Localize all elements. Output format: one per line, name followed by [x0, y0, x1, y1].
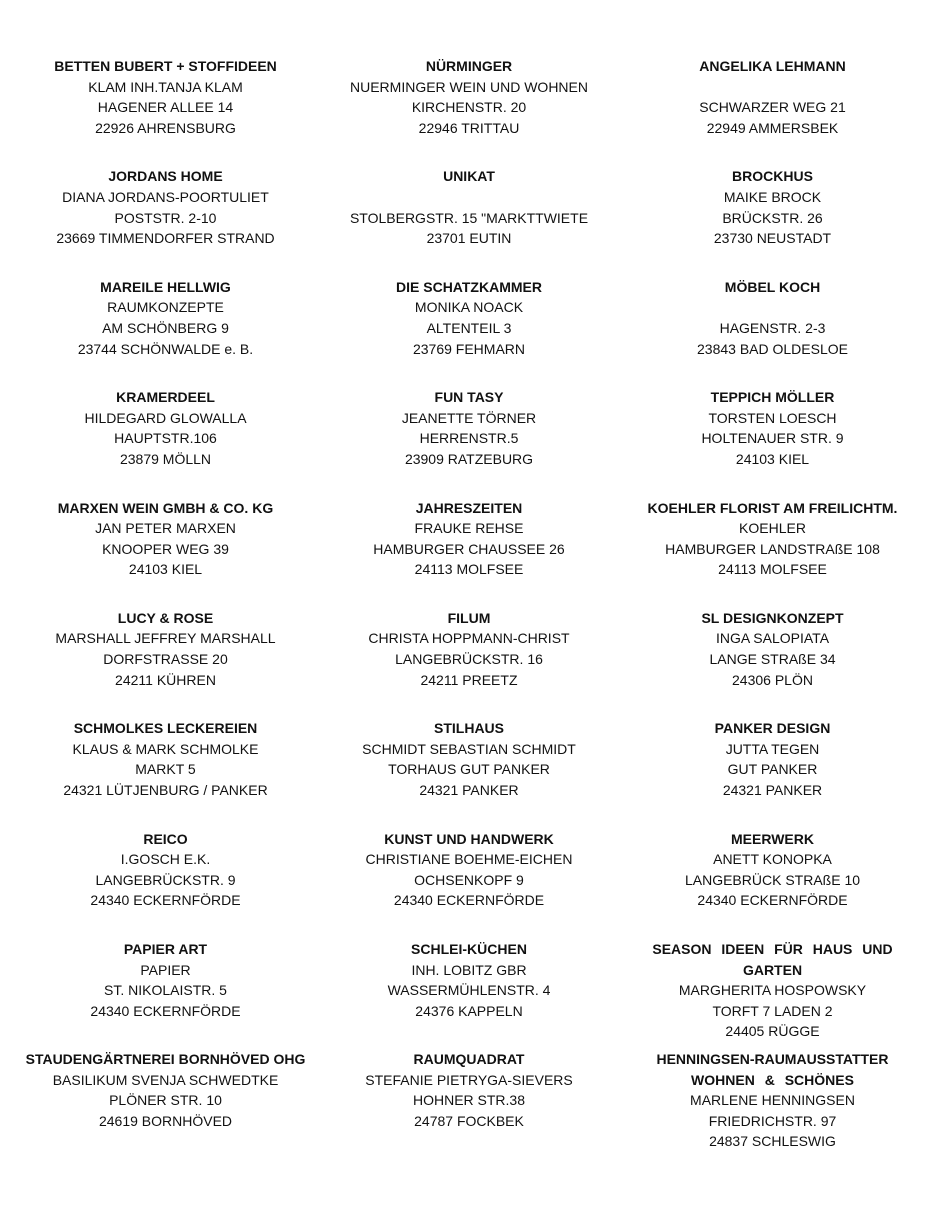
business-name: KOEHLER FLORIST AM FREILICHTM.	[647, 499, 898, 516]
street-line: HAUPTSTR.106	[114, 430, 217, 447]
city-line: 24113 MOLFSEE	[718, 561, 827, 578]
street-line: POSTSTR. 2-10	[114, 209, 217, 226]
street-line: HAMBURGER CHAUSSEE 26	[373, 540, 565, 557]
city-line: 24321 LÜTJENBURG / PANKER	[63, 782, 268, 799]
address-entry	[13, 277, 318, 359]
address-entry	[318, 56, 620, 138]
contact-line: KOEHLER	[739, 520, 806, 537]
business-name: PANKER DESIGN	[714, 720, 831, 737]
street-line: STOLBERGSTR. 15 "MARKTTWIETE	[349, 209, 589, 226]
city-line: 24113 MOLFSEE	[414, 561, 524, 578]
business-name: MEERWERK	[731, 830, 814, 847]
city-line: 24103 KIEL	[735, 450, 810, 467]
contact-line: PAPIER	[140, 961, 191, 978]
business-name: BROCKHUS	[732, 168, 813, 185]
directory-row	[0, 277, 938, 359]
address-entry	[318, 1049, 620, 1152]
street-line: HAGENER ALLEE 14	[97, 99, 234, 116]
street-line: MARKT 5	[135, 761, 196, 778]
city-line: 22949 AMMERSBEK	[706, 119, 839, 136]
street-line: LANGE STRAßE 34	[709, 651, 836, 668]
address-entry	[620, 56, 925, 138]
business-name: JAHRESZEITEN	[415, 499, 523, 516]
city-line: 24619 BORNHÖVED	[98, 1112, 233, 1129]
contact-line: SCHMIDT SEBASTIAN SCHMIDT	[362, 740, 576, 757]
city-line: 23730 NEUSTADT	[713, 230, 832, 247]
address-entry	[13, 718, 318, 800]
directory-row	[0, 166, 938, 248]
contact-line: MARGHERITA HOSPOWSKY	[678, 982, 867, 999]
city-line: 24340 ECKERNFÖRDE	[90, 892, 241, 909]
city-line: 23909 RATZEBURG	[404, 450, 534, 467]
street-line: HERRENSTR.5	[419, 430, 519, 447]
contact-line: BASILIKUM SVENJA SCHWEDTKE	[52, 1071, 279, 1088]
business-name: JORDANS HOME	[108, 168, 223, 185]
business-name: BETTEN BUBERT + STOFFIDEEN	[54, 58, 277, 74]
contact-line: CHRISTIANE BOEHME-EICHEN	[365, 851, 573, 868]
street-line: HAGENSTR. 2-3	[719, 319, 826, 336]
street-line: TORHAUS GUT PANKER	[388, 761, 550, 778]
street-line: KIRCHENSTR. 20	[411, 99, 527, 116]
city-line: 23843 BAD OLDESLOE	[697, 340, 848, 357]
address-entry	[620, 166, 925, 248]
business-name: LUCY & ROSE	[117, 609, 214, 626]
street-line: GUT PANKER	[727, 761, 818, 778]
directory-row	[0, 498, 938, 580]
city-line: 24211 KÜHREN	[115, 671, 216, 688]
contact-line: MARLENE HENNINGSEN	[690, 1092, 855, 1109]
city-line: 23744 SCHÖNWALDE e. B.	[77, 340, 254, 357]
contact-line: I.GOSCH E.K.	[120, 851, 211, 868]
business-name: ANGELIKA LEHMANN	[699, 58, 846, 74]
business-name: MAREILE HELLWIG	[100, 278, 231, 295]
directory-row	[0, 829, 938, 911]
contact-line: HILDEGARD GLOWALLA	[84, 409, 247, 426]
city-line: 23701 EUTIN	[426, 230, 512, 247]
business-name: REICO	[143, 830, 188, 847]
business-name: HENNINGSEN-RAUMAUSSTATTER WOHNEN & SCHÖNES	[656, 1050, 889, 1088]
contact-line: TORSTEN LOESCH	[708, 409, 837, 426]
contact-line: CHRISTA HOPPMANN-CHRIST	[368, 630, 570, 647]
street-line: KNOOPER WEG 39	[102, 540, 229, 557]
street-line: ST. NIKOLAISTR. 5	[104, 982, 227, 999]
address-entry	[620, 608, 925, 690]
city-line: 24376 KAPPELN	[415, 1002, 523, 1019]
contact-line: JUTTA TEGEN	[725, 740, 820, 757]
city-line: 24340 ECKERNFÖRDE	[90, 1002, 241, 1019]
directory-row	[0, 387, 938, 469]
city-line: 24787 FOCKBEK	[414, 1112, 524, 1129]
business-name: TEPPICH MÖLLER	[710, 389, 835, 406]
address-entry	[318, 498, 620, 580]
address-entry	[13, 1049, 318, 1152]
contact-line	[620, 77, 925, 98]
business-name: SL DESIGNKONZEPT	[701, 609, 844, 626]
address-entry	[13, 829, 318, 911]
address-entry	[13, 498, 318, 580]
business-name: STAUDENGÄRTNEREI BORNHÖVED OHG	[25, 1050, 306, 1067]
business-name: MÖBEL KOCH	[724, 278, 821, 295]
address-entry	[620, 498, 925, 580]
address-entry	[620, 277, 925, 359]
address-entry	[620, 939, 925, 1042]
city-line: 24103 KIEL	[128, 561, 203, 578]
address-entry	[318, 277, 620, 359]
directory-row	[0, 718, 938, 800]
city-line: 24211 PREETZ	[420, 671, 518, 688]
contact-line: MARSHALL JEFFREY MARSHALL	[55, 630, 276, 647]
city-line: 24837 SCHLESWIG	[709, 1133, 836, 1150]
contact-line: FRAUKE REHSE	[414, 520, 524, 537]
business-name: SCHMOLKES LECKEREIEN	[73, 720, 258, 737]
contact-line: DIANA JORDANS-POORTULIET	[62, 188, 269, 205]
address-entry	[318, 608, 620, 690]
business-name: DIE SCHATZKAMMER	[396, 278, 542, 295]
address-entry	[318, 387, 620, 469]
contact-line: JEANETTE TÖRNER	[401, 409, 537, 426]
business-name: NÜRMINGER	[425, 58, 513, 74]
street-line: HOLTENAUER STR. 9	[701, 430, 844, 447]
city-line: 24340 ECKERNFÖRDE	[697, 892, 848, 909]
address-entry	[13, 939, 318, 1042]
street-line: OCHSENKOPF 9	[414, 871, 524, 888]
business-name: STILHAUS	[434, 720, 504, 737]
city-line: 22946 TRITTAU	[418, 119, 520, 136]
business-name: FUN TASY	[434, 389, 504, 406]
street-line: FRIEDRICHSTR. 97	[708, 1112, 837, 1129]
street-line: LANGEBRÜCK STRAßE 10	[684, 871, 861, 888]
directory-row	[0, 939, 938, 1042]
city-line: 23669 TIMMENDORFER STRAND	[56, 230, 275, 247]
contact-line: RAUMKONZEPTE	[107, 299, 224, 316]
contact-line	[620, 297, 925, 318]
street-line: TORFT 7 LADEN 2	[712, 1002, 833, 1019]
street-line: AM SCHÖNBERG 9	[102, 319, 229, 336]
street-line: HAMBURGER LANDSTRAßE 108	[665, 540, 880, 557]
address-entry	[620, 387, 925, 469]
business-name: KUNST UND HANDWERK	[384, 830, 554, 847]
directory-row	[0, 1049, 938, 1152]
contact-line: KLAUS & MARK SCHMOLKE	[72, 740, 259, 757]
street-line: HOHNER STR.38	[412, 1092, 526, 1109]
city-line: 23879 MÖLLN	[119, 450, 212, 467]
contact-line: NUERMINGER WEIN UND WOHNEN	[350, 78, 588, 95]
contact-line: STEFANIE PIETRYGA-SIEVERS	[365, 1071, 573, 1088]
street-line: LANGEBRÜCKSTR. 9	[95, 871, 236, 888]
contact-line	[318, 187, 620, 208]
contact-line: KLAM INH.TANJA KLAM	[88, 78, 243, 95]
street-line: PLÖNER STR. 10	[109, 1092, 222, 1109]
address-entry	[13, 387, 318, 469]
city-line: 24340 ECKERNFÖRDE	[393, 892, 545, 909]
contact-line: INGA SALOPIATA	[715, 630, 830, 647]
business-name: FILUM	[447, 609, 491, 626]
address-entry	[13, 608, 318, 690]
street-line: SCHWARZER WEG 21	[699, 99, 846, 116]
contact-line: JAN PETER MARXEN	[95, 520, 236, 537]
business-name: KRAMERDEEL	[116, 389, 215, 406]
address-entry	[318, 829, 620, 911]
contact-line: ANETT KONOPKA	[713, 851, 832, 868]
street-line: LANGEBRÜCKSTR. 16	[395, 651, 543, 668]
address-entry	[13, 166, 318, 248]
contact-line: MONIKA NOACK	[414, 299, 524, 316]
contact-line: MAIKE BROCK	[723, 188, 822, 205]
street-line: BRÜCKSTR. 26	[722, 209, 823, 226]
city-line: 22926 AHRENSBURG	[95, 119, 236, 136]
business-name: MARXEN WEIN GMBH & CO. KG	[57, 499, 274, 516]
city-line: 24405 RÜGGE	[725, 1023, 820, 1040]
address-entry	[620, 718, 925, 800]
street-line: WASSERMÜHLENSTR. 4	[387, 982, 551, 999]
contact-line: INH. LOBITZ GBR	[411, 961, 527, 978]
city-line: 24321 PANKER	[419, 782, 519, 799]
business-name: SCHLEI-KÜCHEN	[411, 941, 527, 957]
address-entry	[13, 56, 318, 138]
directory-row	[0, 608, 938, 690]
address-entry	[318, 939, 620, 1042]
city-line: 24321 PANKER	[722, 782, 823, 799]
business-name: UNIKAT	[443, 168, 495, 185]
street-line: ALTENTEIL 3	[426, 319, 512, 336]
address-entry	[620, 1049, 925, 1152]
address-entry	[318, 718, 620, 800]
address-entry	[318, 166, 620, 248]
business-name: PAPIER ART	[123, 941, 208, 957]
business-name: RAUMQUADRAT	[413, 1050, 525, 1067]
city-line: 24306 PLÖN	[732, 671, 813, 688]
directory-row	[0, 56, 938, 138]
street-line: DORFSTRASSE 20	[103, 651, 228, 668]
business-name: SEASON IDEEN FÜR HAUS UND GARTEN	[652, 941, 893, 978]
city-line: 23769 FEHMARN	[412, 340, 526, 357]
address-entry	[620, 829, 925, 911]
